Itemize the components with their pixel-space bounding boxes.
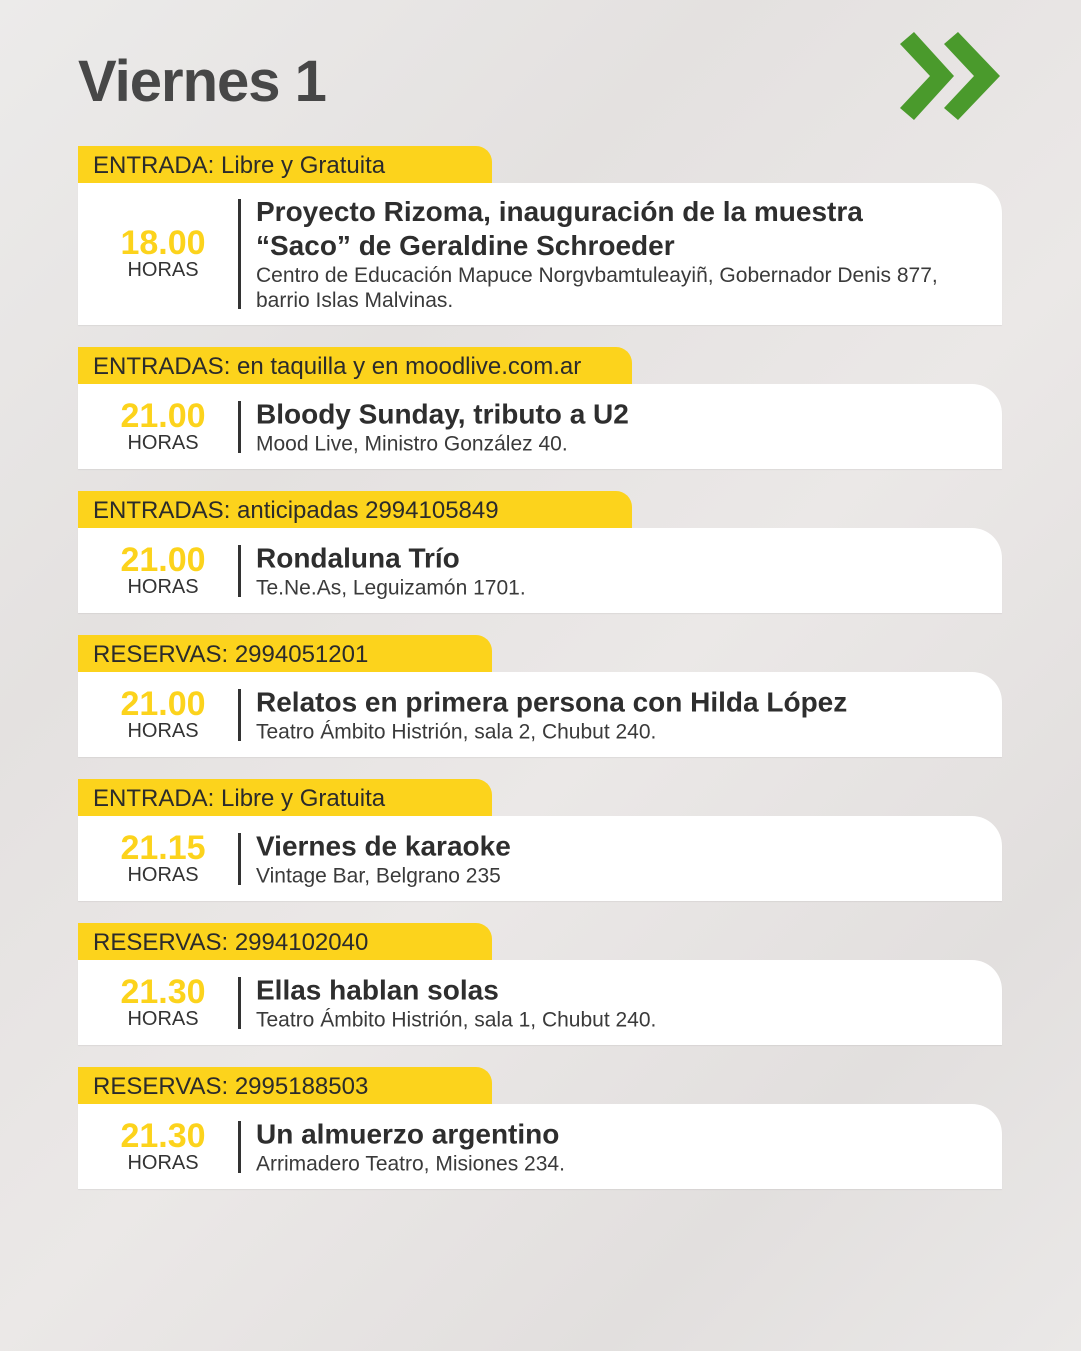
event-location: Arrimadero Teatro, Misiones 234.	[256, 1152, 565, 1175]
event-name: Ellas hablan solas	[256, 974, 499, 1005]
event-card	[78, 816, 1002, 901]
ticket-info-tab: RESERVAS: 2994051201	[78, 635, 492, 672]
event-list	[78, 146, 1002, 1211]
event-info	[256, 973, 962, 1032]
time-value: 21.00	[120, 396, 206, 435]
ticket-info-tab: ENTRADAS: en taquilla y en moodlive.com.ar	[78, 347, 632, 384]
ticket-info-tab: ENTRADAS: anticipadas 2994105849	[78, 491, 632, 528]
double-chevron-right-icon	[896, 30, 1006, 122]
ticket-info-tab: ENTRADA: Libre y Gratuita	[78, 146, 492, 183]
divider	[238, 1121, 241, 1173]
time-unit: HORAS	[127, 1151, 199, 1174]
time-unit: HORAS	[127, 1007, 199, 1030]
event-name: Bloody Sunday, tributo a U2	[256, 398, 629, 429]
divider	[238, 199, 241, 309]
event-info	[256, 1117, 962, 1176]
divider	[238, 401, 241, 453]
time-unit: HORAS	[127, 259, 199, 281]
event-card	[78, 1104, 1002, 1189]
ticket-info-tab: ENTRADA: Libre y Gratuita	[78, 779, 492, 816]
event-item	[78, 491, 1002, 613]
event-location: Vintage Bar, Belgrano 235	[256, 864, 501, 887]
event-item	[78, 923, 1002, 1045]
event-info	[256, 397, 962, 456]
time-value: 21.00	[120, 684, 206, 723]
event-location: Teatro Ámbito Histrión, sala 2, Chubut 240.	[256, 720, 657, 743]
event-card	[78, 672, 1002, 757]
event-time	[78, 1116, 248, 1174]
event-item	[78, 146, 1002, 325]
time-unit: HORAS	[127, 863, 199, 886]
event-name: Relatos en primera persona con Hilda López	[256, 686, 848, 717]
time-value: 21.00	[120, 540, 206, 579]
event-time	[78, 224, 248, 281]
event-card	[78, 528, 1002, 613]
event-info	[256, 195, 962, 313]
time-value: 21.30	[120, 1116, 206, 1155]
event-location: Te.Ne.As, Leguizamón 1701.	[256, 576, 526, 599]
time-value: 21.15	[120, 828, 206, 867]
event-item	[78, 635, 1002, 757]
time-value: 18.00	[120, 224, 206, 262]
event-location: Mood Live, Ministro González 40.	[256, 432, 568, 455]
time-unit: HORAS	[127, 431, 199, 454]
time-unit: HORAS	[127, 719, 199, 742]
event-info	[256, 685, 962, 744]
event-time	[78, 972, 248, 1030]
event-location: Teatro Ámbito Histrión, sala 1, Chubut 240.	[256, 1008, 657, 1031]
event-time	[78, 828, 248, 886]
event-item	[78, 347, 1002, 469]
page-title: Viernes 1	[78, 49, 326, 114]
event-name: Viernes de karaoke	[256, 830, 511, 861]
divider	[238, 833, 241, 885]
time-value: 21.30	[120, 972, 206, 1011]
event-name: Rondaluna Trío	[256, 542, 460, 573]
divider	[238, 689, 241, 741]
event-name: Un almuerzo argentino	[256, 1118, 560, 1149]
event-location: Centro de Educación Mapuce Norgvbamtuleayiñ, Gobernador Denis 877, barrio Islas Malvinas.	[256, 264, 938, 312]
ticket-info-tab: RESERVAS: 2995188503	[78, 1067, 492, 1104]
event-name: Proyecto Rizoma, inauguración de la muestra “Saco” de Geraldine Schroeder	[256, 196, 863, 261]
event-info	[256, 829, 962, 888]
event-card	[78, 384, 1002, 469]
event-card	[78, 960, 1002, 1045]
event-time	[78, 540, 248, 598]
divider	[238, 545, 241, 597]
time-unit: HORAS	[127, 575, 199, 598]
event-time	[78, 396, 248, 454]
event-time	[78, 684, 248, 742]
event-info	[256, 541, 962, 600]
event-item	[78, 779, 1002, 901]
ticket-info-tab: RESERVAS: 2994102040	[78, 923, 492, 960]
event-item	[78, 1067, 1002, 1189]
divider	[238, 977, 241, 1029]
event-card	[78, 183, 1002, 325]
